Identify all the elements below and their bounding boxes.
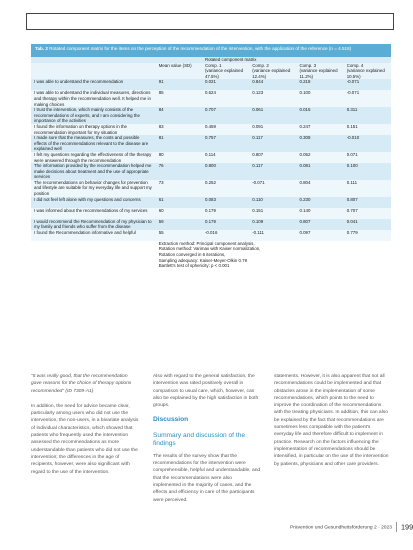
table-row	[31, 90, 391, 107]
cell-value: 0.247	[296, 124, 343, 135]
table-caption	[31, 44, 391, 57]
cell-value: 0.109	[249, 219, 296, 230]
cell-value: 0.111	[344, 180, 391, 197]
cell-value: 0.252	[202, 180, 249, 197]
row-label: The recommendations on behavior changes for prevention and lifestyle are suitable for my everyday life and support my position	[31, 180, 156, 197]
cell-value: 0.140	[296, 208, 343, 219]
mid-body-1: Also with regard to the general satisfaction, the intervention was rated positively overall in comparison to usual care, which, however, can also be explained by the high satisfaction in both groups.	[153, 374, 259, 409]
cell-value: 0.230	[296, 197, 343, 208]
table-body	[31, 79, 391, 268]
footnote-line: Bartlett's test of sphericity: p < 0.001	[158, 263, 230, 269]
table-row	[31, 124, 391, 135]
loading-table	[31, 57, 391, 269]
cell-value: 0.117	[249, 163, 296, 180]
header-first	[31, 63, 156, 80]
left-column	[31, 373, 139, 476]
row-label: I was able to understand the individual measures, directions and therapy within the recommendation well. It helped me in making choices	[31, 90, 156, 107]
cell-value: 59	[156, 219, 202, 230]
cell-value: -0.111	[249, 230, 296, 241]
cell-value: -0.071	[344, 90, 391, 107]
cell-value: 0.097	[296, 230, 343, 241]
journal-name: Prävention und Gesundheitsförderung 2 · 2023	[290, 525, 392, 531]
cell-value: 85	[156, 90, 202, 107]
footnote-line: Rotation converged in 6 iterations,	[158, 252, 226, 258]
row-label: I trust the intervention, which mainly consists of the recommendations of experts, and I am considering the importance of the activities	[31, 107, 156, 124]
row-label: The information provided by the recommendation helped me make decisions about treatment and the use of appropriate services	[31, 163, 156, 180]
cell-value: 0.218	[296, 79, 343, 90]
cell-value: 0.041	[344, 219, 391, 230]
cell-value: 61	[156, 197, 202, 208]
cell-value: 0.151	[344, 124, 391, 135]
cell-value: 0.100	[296, 90, 343, 107]
cell-value: 0.179	[202, 219, 249, 230]
cell-value: 0.083	[202, 197, 249, 208]
cell-value: 76	[156, 163, 202, 180]
table-caption-text: Rotated component matrix for the items on the perception of the recommendation of the intervention, with the application of the reference (n = 4.518)	[49, 46, 352, 51]
cell-value: 60	[156, 208, 202, 219]
footnote-text	[156, 241, 391, 269]
table-label: Tab. 2	[35, 46, 48, 51]
cell-value: 0.100	[344, 163, 391, 180]
cell-value: 0.091	[249, 124, 296, 135]
row-label: I would recommend the Recommendation of my physician to my family and friends who suffer from the disease	[31, 219, 156, 230]
discussion-heading: Discussion	[153, 416, 189, 424]
cell-value: 0.021	[202, 79, 249, 90]
cell-value: -0.010	[344, 135, 391, 152]
cell-value: 73	[156, 180, 202, 197]
row-label: I found the information on therapy options in the recommendation important for my situation	[31, 124, 156, 135]
cell-value: 0.807	[249, 152, 296, 163]
cell-value: 0.707	[344, 208, 391, 219]
col-head-4: Comp. 4 (variance explained 10.5%)	[344, 63, 391, 80]
footnote-row	[31, 241, 391, 269]
row-label: I made sure that the measures, the costs and possible effects of the recommendations relevant to the disease are explained well	[31, 135, 156, 152]
cell-value: 0.844	[249, 79, 296, 90]
header-box	[26, 13, 394, 30]
page-number: 199	[400, 522, 413, 532]
footnote-line: Extraction method: Principal component analysis,	[158, 240, 255, 246]
col-head-2: Comp. 2 (variance explained 12.4%)	[249, 63, 296, 80]
cell-value: 55	[156, 230, 202, 241]
cell-value: 0.061	[249, 107, 296, 124]
cell-value: 84	[156, 107, 202, 124]
footer-separator	[396, 522, 397, 532]
cell-value: -0.071	[249, 180, 296, 197]
table-row	[31, 180, 391, 197]
right-column	[274, 373, 389, 468]
cell-value: 0.311	[344, 107, 391, 124]
cell-value: 0.071	[344, 152, 391, 163]
row-label: I was able to understand the recommendation	[31, 79, 156, 90]
cell-value: 0.114	[202, 152, 249, 163]
cell-value: 0.151	[249, 208, 296, 219]
middle-column	[153, 373, 261, 504]
footnote-line: Sampling adequacy: Kaiser-Meyer-Olkin 0.79	[158, 257, 248, 263]
cell-value: 81	[156, 135, 202, 152]
row-label: I was informed about the recommendations of my services	[31, 208, 156, 219]
cell-value: 80	[156, 152, 202, 163]
row-label: I did not feel left alone with my questions and concerns	[31, 197, 156, 208]
col-head-1: Comp. 1 (variance explained 47.5%)	[202, 63, 249, 80]
cell-value: 0.110	[249, 197, 296, 208]
footnote-line: Rotation method: Varimax with Kaiser normalization,	[158, 246, 261, 252]
page-footer	[290, 522, 413, 532]
table-row	[31, 152, 391, 163]
mid-body-2: The results of the survey show that the recommendations for the intervention were comprehensible, helpful and understandable, and that the recommendations were also implemented in the majority of cases, and the effects and efficiency in care of the participants were perceived.	[153, 453, 261, 503]
cell-value: 0.081	[296, 163, 343, 180]
cell-value: 0.052	[296, 152, 343, 163]
left-body: In addition, the need for advice became clear, particularly among users who did not use the intervention, the non-users, in a bivariate analysis of individual characteristics, which showed that patients who frequently used the intervention assessed the recommendations as more understandable than patients who did not use the intervention; the differences in the age of recipients, however, were also significant with regard to the use of the intervention.	[31, 403, 139, 475]
col-head-3: Comp. 3 (variance explained 11.2%)	[296, 63, 343, 80]
summary-heading: Summary and discussion of the findings	[153, 431, 245, 447]
cell-value: 83	[156, 124, 202, 135]
cell-value: -0.016	[202, 230, 249, 241]
cell-value: 0.015	[296, 107, 343, 124]
cell-value: 0.123	[249, 90, 296, 107]
cell-value: 0.804	[296, 180, 343, 197]
cell-value: -0.071	[344, 79, 391, 90]
col-head-0: Mean value (SD)	[156, 63, 202, 80]
cell-value: 91	[156, 79, 202, 90]
cell-value: 0.179	[202, 208, 249, 219]
cell-value: 0.807	[296, 219, 343, 230]
cell-value: 0.707	[202, 107, 249, 124]
cell-value: 0.459	[202, 124, 249, 135]
cell-value: 0.308	[296, 135, 343, 152]
table-row	[31, 219, 391, 230]
cell-value: 0.779	[344, 230, 391, 241]
cell-value: 0.757	[202, 135, 249, 152]
cell-value: 0.807	[344, 197, 391, 208]
header-group: Rotated component matrix	[202, 57, 391, 63]
footnote-lead	[31, 241, 156, 269]
table-row	[31, 197, 391, 208]
quote-text: "It was really good, that the recommendation gave reasons for the choice of therapy options recommended" (ID 7309-A1)	[31, 374, 132, 394]
table-row	[31, 79, 391, 90]
cell-value: 0.117	[249, 135, 296, 152]
row-label: I felt my questions regarding the effectiveness of the therapy were answered through the recommendation	[31, 152, 156, 163]
right-body: statements. However, it is also apparent that not all recommendations could be implemented and that obstacles arose in the implementation of some recommendations, which points to the need to improve the coordination of the recommendations with the treating physicians. In addition, this can also be explained by the fact that recommendations are sometimes less compatible with the patient's everyday life and therefore difficult to implement in practice. Research on the factors influencing the implementation of recommendations should be intensified, in particular on the use of the intervention by patients, physicians and other care providers.	[274, 374, 389, 467]
table-row	[31, 208, 391, 219]
cell-value: 0.624	[202, 90, 249, 107]
results-table	[31, 44, 391, 269]
cell-value: 0.800	[202, 163, 249, 180]
table-row	[31, 135, 391, 152]
table-row	[31, 230, 391, 241]
row-label: I found the Recommendation informative and helpful	[31, 230, 156, 241]
table-row	[31, 107, 391, 124]
table-row	[31, 163, 391, 180]
